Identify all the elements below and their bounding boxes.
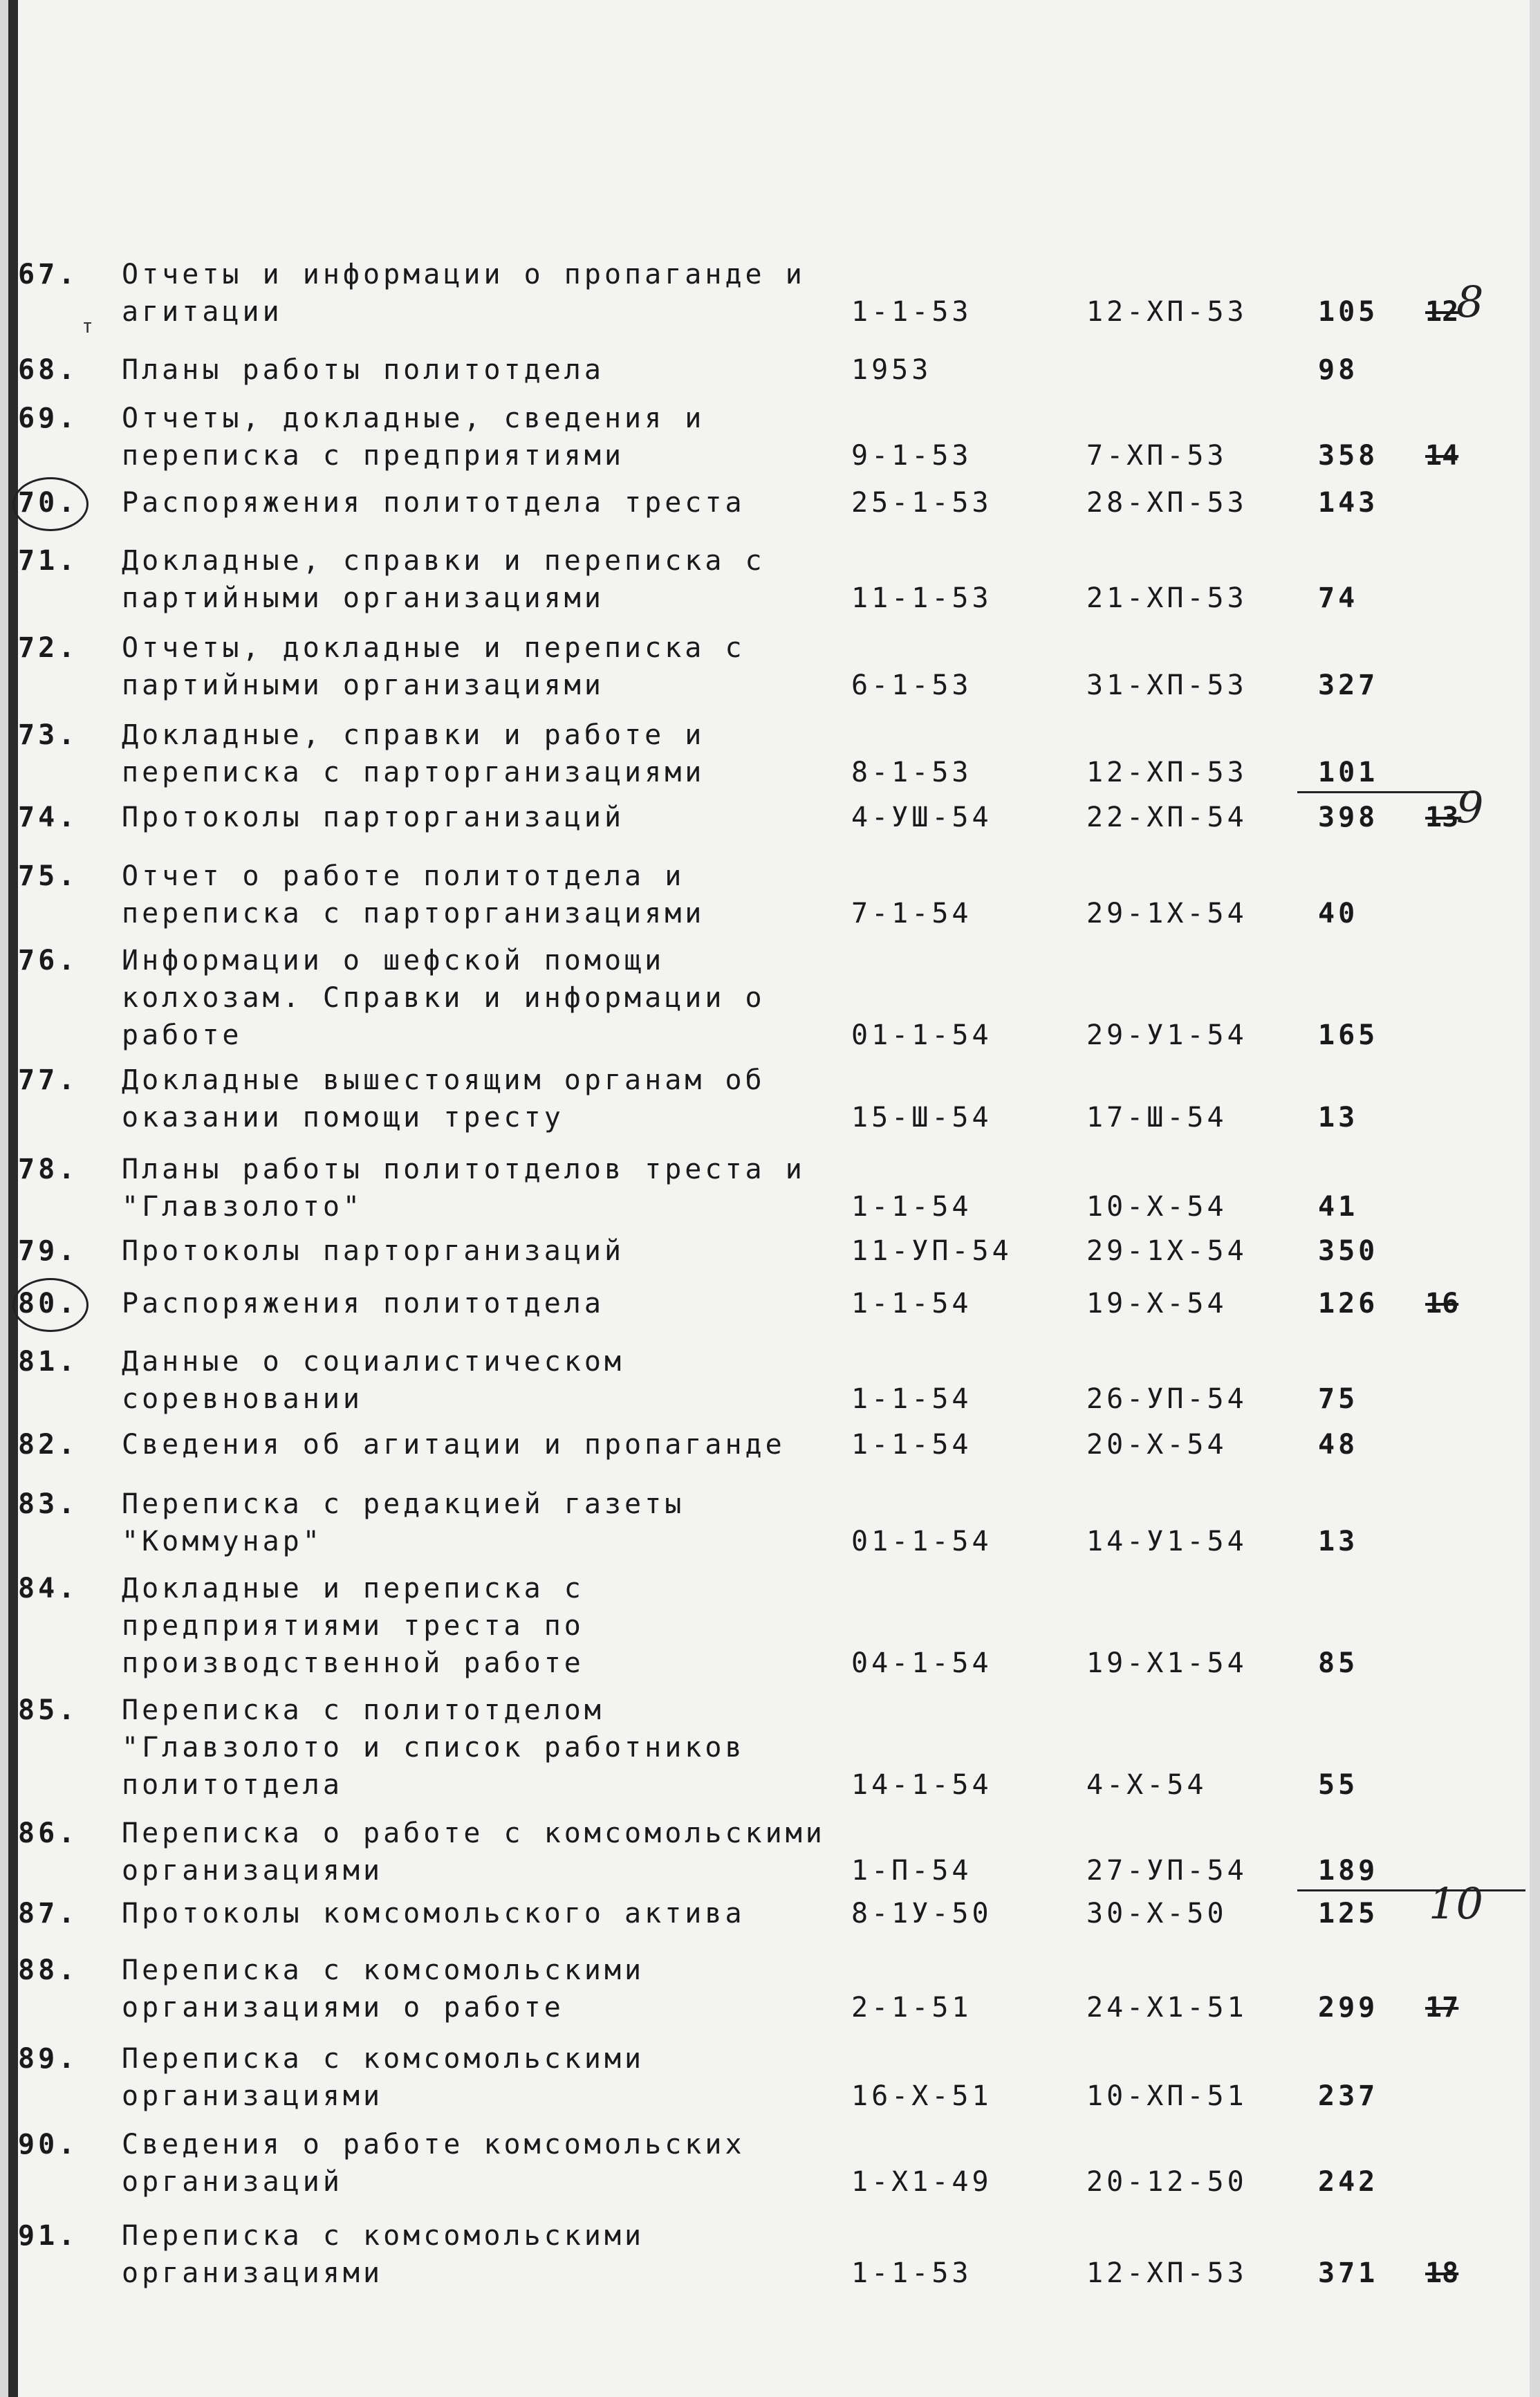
entry-title: Данные о социалистическом соревновании: [122, 1346, 625, 1415]
entry-title: Переписка с комсомольскими организациями: [122, 2220, 645, 2289]
entry-title: Сведения об агитации и пропаганде: [122, 1429, 786, 1461]
entry-title: Докладные, справки и работе и переписка с парторганизациями: [122, 719, 705, 788]
entry-number: 86.: [18, 1817, 79, 1849]
date-from: 15-Ш-54: [851, 1102, 992, 1133]
date-from: 11-УП-54: [851, 1235, 1012, 1267]
date-from: 4-УШ-54: [851, 802, 992, 833]
entry-title: Планы работы политотдела: [122, 354, 604, 386]
date-to: 7-ХП-53: [1086, 440, 1227, 472]
entry-number: 70.: [18, 487, 79, 519]
struck-number: 14: [1425, 440, 1459, 472]
sheet-count: 242: [1318, 2166, 1379, 2198]
date-to: 12-ХП-53: [1086, 2257, 1247, 2289]
entry-number: 76.: [18, 945, 79, 977]
entry-number: 74.: [18, 802, 79, 833]
circle-mark: [12, 1278, 89, 1332]
sheet-count: 125: [1318, 1898, 1379, 1929]
struck-number: 12: [1425, 296, 1459, 328]
date-from: 8-1У-50: [851, 1898, 992, 1929]
sheet-count: 358: [1318, 440, 1379, 472]
struck-number: 17: [1425, 1992, 1459, 2024]
date-to: 12-ХП-53: [1086, 757, 1247, 788]
struck-number: 16: [1425, 1288, 1459, 1320]
date-to: 4-Х-54: [1086, 1769, 1207, 1801]
date-to: 17-Ш-54: [1086, 1102, 1227, 1133]
entry-title: Отчеты, докладные и переписка с партийными организациями: [122, 632, 745, 701]
sheet-count: 40: [1318, 898, 1359, 929]
date-to: 12-ХП-53: [1086, 296, 1247, 328]
entry-number: 77.: [18, 1064, 79, 1096]
entry-number: 79.: [18, 1235, 79, 1267]
date-from: 14-1-54: [851, 1769, 992, 1801]
date-from: 1-1-53: [851, 2257, 972, 2289]
date-to: 10-Х-54: [1086, 1191, 1227, 1223]
sheet-count: 299: [1318, 1992, 1379, 2024]
date-to: 29-1Х-54: [1086, 1235, 1247, 1267]
handwritten-note: 10: [1429, 1878, 1483, 1929]
date-from: 1-Х1-49: [851, 2166, 992, 2198]
sheet-count: 143: [1318, 487, 1379, 519]
date-from: 1-1-53: [851, 296, 972, 328]
date-from: 11-1-53: [851, 582, 992, 614]
date-to: 21-ХП-53: [1086, 582, 1247, 614]
entry-number: 73.: [18, 719, 79, 751]
entry-number: 82.: [18, 1429, 79, 1461]
sheet-count: 48: [1318, 1429, 1359, 1461]
struck-number: 13: [1425, 802, 1459, 833]
date-from: 16-Х-51: [851, 2080, 992, 2112]
entry-number: 83.: [18, 1488, 79, 1520]
sheet-count: 74: [1318, 582, 1359, 614]
date-to: 19-Х1-54: [1086, 1647, 1247, 1679]
date-from: 01-1-54: [851, 1526, 992, 1557]
sheet-count: 105: [1318, 296, 1379, 328]
sheet-count: 327: [1318, 669, 1379, 701]
sheet-count: 398: [1318, 802, 1379, 833]
entry-title: Отчеты и информации о пропаганде и агитации: [122, 259, 806, 328]
date-to: 30-Х-50: [1086, 1898, 1227, 1929]
date-to: 20-Х-54: [1086, 1429, 1227, 1461]
pen-underline: [1297, 791, 1477, 793]
sheet-count: 126: [1318, 1288, 1379, 1320]
entry-number: 72.: [18, 632, 79, 664]
entry-title: Распоряжения политотдела: [122, 1288, 604, 1320]
date-to: 29-У1-54: [1086, 1019, 1247, 1051]
date-to: 20-12-50: [1086, 2166, 1247, 2198]
date-from: 1-1-54: [851, 1429, 972, 1461]
date-from: 1-1-54: [851, 1383, 972, 1415]
handwritten-note: 9: [1456, 782, 1484, 833]
entry-title: Докладные, справки и переписка с партийными организациями: [122, 545, 766, 614]
entry-title: Протоколы комсомольского актива: [122, 1898, 745, 1929]
entry-title: Информации о шефской помощи колхозам. Справки и информации о работе: [122, 945, 766, 1051]
date-from: 2-1-51: [851, 1992, 972, 2024]
entry-number: 87.: [18, 1898, 79, 1929]
entry-number: 69.: [18, 402, 79, 434]
entry-number: 85.: [18, 1694, 79, 1726]
sheet-count: 189: [1318, 1855, 1379, 1887]
entry-title: Переписка о работе с комсомольскими организациями: [122, 1817, 826, 1887]
sheet-count: 237: [1318, 2080, 1379, 2112]
sheet-count: 350: [1318, 1235, 1379, 1267]
entry-title: Протоколы парторганизаций: [122, 1235, 625, 1267]
date-to: 27-УП-54: [1086, 1855, 1247, 1887]
entry-number: 89.: [18, 2043, 79, 2075]
entry-number: 78.: [18, 1154, 79, 1185]
sheet-count: 85: [1318, 1647, 1359, 1679]
date-to: 26-УП-54: [1086, 1383, 1247, 1415]
entry-number: 80.: [18, 1288, 79, 1320]
sheet-count: 101: [1318, 757, 1379, 788]
date-from: 7-1-54: [851, 898, 972, 929]
entry-number: 75.: [18, 860, 79, 892]
date-to: 24-Х1-51: [1086, 1992, 1247, 2024]
date-from: 8-1-53: [851, 757, 972, 788]
date-to: 22-ХП-54: [1086, 802, 1247, 833]
date-from: 01-1-54: [851, 1019, 992, 1051]
entry-number: 91.: [18, 2220, 79, 2252]
date-from: 9-1-53: [851, 440, 972, 472]
date-from: 1-1-54: [851, 1191, 972, 1223]
entry-number: 88.: [18, 1954, 79, 1986]
sheet-count: 371: [1318, 2257, 1379, 2289]
entry-title: Переписка с комсомольскими организациями: [122, 2043, 645, 2112]
entry-number: 81.: [18, 1346, 79, 1378]
sheet-count: 13: [1318, 1526, 1359, 1557]
entry-number: 84.: [18, 1573, 79, 1604]
entry-number: 68.: [18, 354, 79, 386]
entry-title: Переписка с комсомольскими организациями о работе: [122, 1954, 645, 2024]
entry-title: Распоряжения политотдела треста: [122, 487, 745, 519]
sheet-count: 41: [1318, 1191, 1359, 1223]
date-to: 28-ХП-53: [1086, 487, 1247, 519]
entry-number: 67.: [18, 259, 79, 290]
sheet-count: 55: [1318, 1769, 1359, 1801]
sheet-count: 75: [1318, 1383, 1359, 1415]
entry-title: Переписка с редакцией газеты "Коммунар": [122, 1488, 685, 1557]
date-from: 04-1-54: [851, 1647, 992, 1679]
date-from: 1-1-54: [851, 1288, 972, 1320]
date-from: 6-1-53: [851, 669, 972, 701]
struck-number: 18: [1425, 2257, 1459, 2289]
entry-title: Отчет о работе политотдела и переписка с парторганизациями: [122, 860, 705, 929]
entry-title: Отчеты, докладные, сведения и переписка с предприятиями: [122, 402, 705, 472]
archive-page: [8, 0, 1530, 2397]
sheet-count: 165: [1318, 1019, 1379, 1051]
circle-mark: [12, 477, 89, 531]
entry-number: 90.: [18, 2129, 79, 2160]
date-to: 31-ХП-53: [1086, 669, 1247, 701]
entry-number: 71.: [18, 545, 79, 577]
date-to: 14-У1-54: [1086, 1526, 1247, 1557]
date-from: 25-1-53: [851, 487, 992, 519]
entry-title: Переписка с политотделом "Главзолото и список работников политотдела: [122, 1694, 745, 1801]
date-to: 10-ХП-51: [1086, 2080, 1247, 2112]
entry-title: Сведения о работе комсомольских организаций: [122, 2129, 745, 2198]
handwritten-note: 8: [1456, 277, 1484, 327]
date-to: 29-1Х-54: [1086, 898, 1247, 929]
date-from: 1953: [851, 354, 932, 386]
date-to: 19-Х-54: [1086, 1288, 1227, 1320]
entry-title: Докладные вышестоящим органам об оказании помощи тресту: [122, 1064, 766, 1133]
sheet-count: 98: [1318, 354, 1359, 386]
entry-title: Планы работы политотделов треста и "Главзолото": [122, 1154, 806, 1223]
date-from: 1-П-54: [851, 1855, 972, 1887]
margin-mark: т: [82, 315, 93, 337]
pen-underline: [1297, 1889, 1525, 1891]
sheet-count: 13: [1318, 1102, 1359, 1133]
entry-title: Докладные и переписка с предприятиями треста по производственной работе: [122, 1573, 584, 1679]
entry-title: Протоколы парторганизаций: [122, 802, 625, 833]
